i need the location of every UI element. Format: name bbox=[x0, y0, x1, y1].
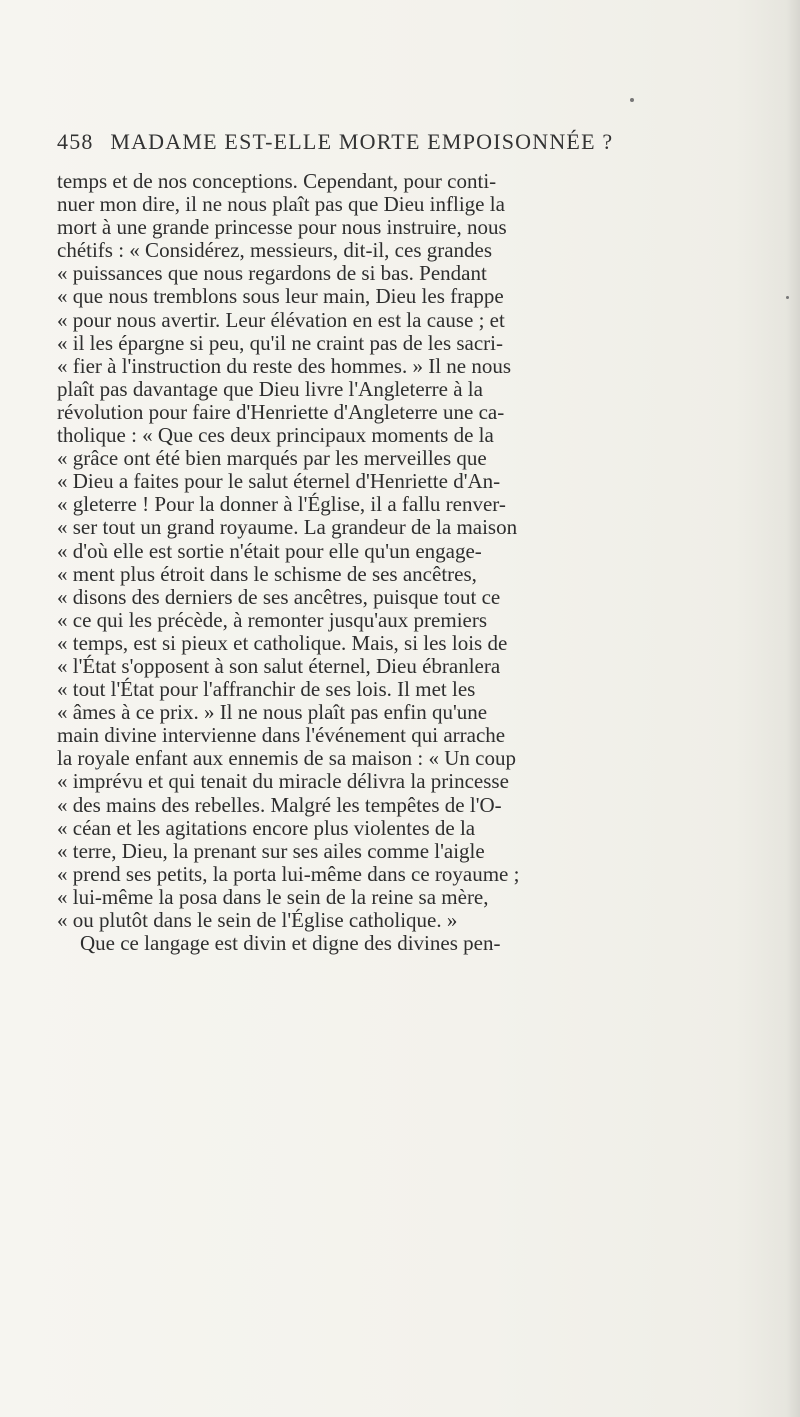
text-line: « gleterre ! Pour la donner à l'Église, il a fallu renver- bbox=[57, 492, 506, 517]
text-line: nuer mon dire, il ne nous plaît pas que Dieu inflige la bbox=[57, 192, 505, 217]
text-line: plaît pas davantage que Dieu livre l'Angleterre à la bbox=[57, 376, 483, 401]
text-line: mort à une grande princesse pour nous instruire, nous bbox=[57, 215, 507, 240]
text-line: « puissances que nous regardons de si bas. Pendant bbox=[57, 261, 487, 286]
text-line: chétifs : « Considérez, messieurs, dit-il, ces grandes bbox=[57, 238, 493, 263]
text-line: « âmes à ce prix. » Il ne nous plaît pas enfin qu'une bbox=[57, 700, 488, 725]
page-edge-shadow bbox=[786, 0, 800, 1417]
text-line: « l'État s'opposent à son salut éternel, Dieu ébranlera bbox=[57, 653, 501, 678]
text-line: « ser tout un grand royaume. La grandeur de la maison bbox=[57, 515, 518, 540]
running-title: MADAME EST-ELLE MORTE EMPOISONNÉE ? bbox=[110, 129, 614, 154]
text-line: « temps, est si pieux et catholique. Mais, si les lois de bbox=[57, 630, 508, 655]
text-line: « imprévu et qui tenait du miracle délivra la princesse bbox=[57, 769, 509, 794]
text-line: « grâce ont été bien marqués par les merveilles que bbox=[57, 446, 487, 471]
text-line: « fier à l'instruction du reste des hommes. » Il ne nous bbox=[57, 353, 512, 378]
text-line: « prend ses petits, la porta lui-même dans ce royaume ; bbox=[57, 861, 520, 886]
text-line: « ce qui les précède, à remonter jusqu'aux premiers bbox=[57, 607, 488, 632]
text-line: « pour nous avertir. Leur élévation en est la cause ; et bbox=[57, 307, 505, 332]
text-line: « que nous tremblons sous leur main, Dieu les frappe bbox=[57, 284, 504, 309]
ink-speck bbox=[786, 296, 789, 299]
text-line: « lui-même la posa dans le sein de la reine sa mère, bbox=[57, 884, 489, 909]
text-line: « d'où elle est sortie n'était pour elle qu'un engage- bbox=[57, 538, 482, 563]
page-number: 458 bbox=[57, 129, 94, 154]
text-line: la royale enfant aux ennemis de sa maison : « Un coup bbox=[57, 746, 516, 771]
body-text bbox=[57, 170, 767, 955]
text-line: « ment plus étroit dans le schisme de ses ancêtres, bbox=[57, 561, 477, 586]
text-line: main divine intervienne dans l'événement qui arrache bbox=[57, 723, 506, 748]
running-header bbox=[57, 129, 757, 155]
text-line: « tout l'État pour l'affranchir de ses lois. Il met les bbox=[57, 677, 476, 702]
text-line: révolution pour faire d'Henriette d'Angleterre une ca- bbox=[57, 399, 505, 424]
ink-speck bbox=[630, 98, 634, 102]
text-line: « des mains des rebelles. Malgré les tempêtes de l'O- bbox=[57, 792, 502, 817]
text-line: « disons des derniers de ses ancêtres, puisque tout ce bbox=[57, 584, 501, 609]
text-line: Que ce langage est divin et digne des divines pen- bbox=[80, 931, 501, 956]
text-line: temps et de nos conceptions. Cependant, pour conti- bbox=[57, 169, 497, 193]
text-line: « ou plutôt dans le sein de l'Église catholique. » bbox=[57, 908, 458, 932]
text-line: « il les épargne si peu, qu'il ne craint pas de les sacri- bbox=[57, 330, 504, 355]
text-line: « Dieu a faites pour le salut éternel d'Henriette d'An- bbox=[57, 469, 501, 494]
text-line: « terre, Dieu, la prenant sur ses ailes comme l'aigle bbox=[57, 838, 485, 863]
text-line: tholique : « Que ces deux principaux moments de la bbox=[57, 423, 494, 448]
text-line: « céan et les agitations encore plus violentes de la bbox=[57, 815, 476, 840]
